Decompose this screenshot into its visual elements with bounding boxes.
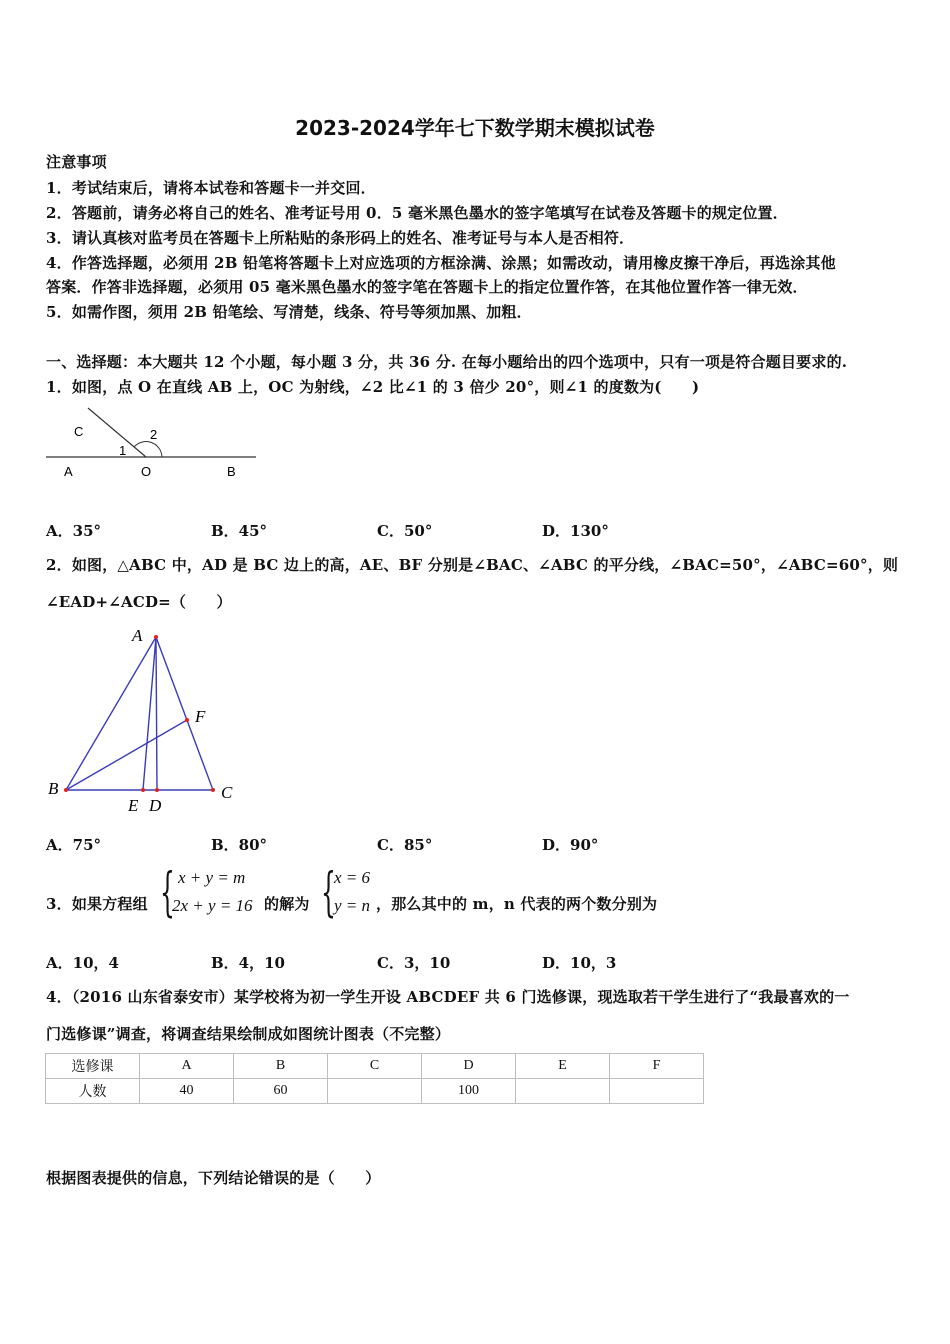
table-cell: F: [610, 1054, 704, 1079]
label-b: B: [227, 464, 236, 479]
label-angle-1: 1: [119, 443, 127, 458]
point-b: [64, 788, 68, 792]
point-e: [141, 788, 145, 792]
notice-item: 1．考试结束后，请将本试卷和答题卡一并交回．: [46, 179, 376, 197]
table-cell: D: [422, 1054, 516, 1079]
q2-option-a: A．75°: [46, 836, 102, 854]
table-cell: 100: [422, 1079, 516, 1104]
label-d: D: [149, 796, 162, 815]
solution-brace: {: [321, 863, 336, 923]
page-title: 2023-2024学年七下数学期末模拟试卷: [295, 116, 655, 140]
label-b: B: [48, 779, 59, 798]
q2-option-c: C．85°: [377, 836, 433, 854]
survey-table: [45, 1053, 704, 1104]
question-1-figure: [44, 400, 264, 490]
label-f: F: [195, 707, 206, 726]
label-c: C: [221, 783, 233, 802]
notice-item: 2．答题前，请务必将自己的姓名、准考证号用 0．5 毫米黑色墨水的签字笔填写在试卷及答题卡的规定位置．: [46, 204, 788, 222]
q2-option-b: B．80°: [211, 836, 268, 854]
section-heading: 一、选择题：本大题共 12 个小题，每小题 3 分，共 36 分. 在每小题给出的四个选项中，只有一项是符合题目要求的.: [46, 353, 848, 371]
table-cell: E: [516, 1054, 610, 1079]
question-4-stem-cont: 门选修课”调查，将调查结果绘制成如图统计图表（不完整）: [46, 1025, 451, 1043]
table-cell: 选修课: [46, 1054, 140, 1079]
q1-option-c: C．50°: [377, 522, 433, 540]
table-cell: A: [140, 1054, 234, 1079]
table-cell: 人数: [46, 1079, 140, 1104]
table-cell: [328, 1079, 422, 1104]
angle-2-arc: [134, 442, 162, 457]
altitude-ad: [156, 637, 157, 790]
label-angle-2: 2: [150, 427, 158, 442]
notice-item: 4．作答选择题，必须用 2B 铅笔将答题卡上对应选项的方框涂满、涂黑；如需改动，请用橡皮擦干净后，再选涂其他: [46, 254, 836, 272]
question-2-stem: 2．如图，△ABC 中，AD 是 BC 边上的高，AE、BF 分别是∠BAC、∠ABC 的平分线，∠BAC=50°，∠ABC=60°，则: [46, 556, 899, 574]
question-4-question: 根据图表提供的信息，下列结论错误的是（ ）: [46, 1169, 381, 1187]
table-cell: C: [328, 1054, 422, 1079]
system-1-eq-2: 2x + y = 16: [172, 896, 253, 915]
table-cell: [610, 1079, 704, 1104]
question-2-figure: [40, 622, 250, 822]
table-cell: [516, 1079, 610, 1104]
notice-item: 5．如需作图，须用 2B 铅笔绘、写清楚，线条、符号等须加黑、加粗．: [46, 303, 532, 321]
notice-item: 3．请认真核对监考员在答题卡上所粘贴的条形码上的姓名、准考证号与本人是否相符．: [46, 229, 635, 247]
question-3-middle: 的解为: [264, 895, 310, 913]
notice-heading: 注意事项: [46, 153, 107, 171]
question-4-stem: 4．（2016 山东省泰安市）某学校将为初一学生开设 ABCDEF 共 6 门选修课，现选取若干学生进行了“我最喜欢的一: [46, 988, 850, 1006]
label-e: E: [128, 796, 139, 815]
q2-option-d: D．90°: [542, 836, 599, 854]
point-c: [211, 788, 215, 792]
table-row: [46, 1054, 704, 1079]
bisector-bf: [66, 720, 187, 790]
system-2-eq-2: y = n: [334, 896, 371, 915]
q3-option-a: A．10，4: [46, 954, 119, 972]
triangle-abc: [66, 637, 213, 790]
system-1-eq-1: x + y = m: [178, 868, 246, 887]
point-a: [154, 635, 158, 639]
label-a: A: [132, 626, 143, 645]
question-1-stem: 1．如图，点 O 在直线 AB 上，OC 为射线，∠2 比∠1 的 3 倍少 20°，则∠1 的度数为( ): [46, 378, 700, 396]
question-3-prefix: 3．如果方程组: [46, 895, 148, 913]
q1-option-d: D．130°: [542, 522, 609, 540]
q1-option-b: B．45°: [211, 522, 268, 540]
question-2-stem-cont: ∠EAD+∠ACD=（ ）: [46, 593, 232, 611]
q3-option-c: C．3，10: [377, 954, 451, 972]
table-row: [46, 1079, 704, 1104]
point-f: [185, 718, 189, 722]
table-cell: B: [234, 1054, 328, 1079]
q1-option-a: A．35°: [46, 522, 102, 540]
label-c: C: [74, 424, 84, 439]
label-o: O: [141, 464, 152, 479]
ray-oc: [88, 408, 146, 457]
bisector-ae: [143, 637, 156, 790]
equation-brace: {: [160, 863, 175, 923]
system-2-eq-1: x = 6: [334, 868, 371, 887]
q3-option-b: B．4，10: [211, 954, 285, 972]
question-3-suffix: ，那么其中的 m，n 代表的两个数分别为: [376, 895, 658, 913]
table-cell: 40: [140, 1079, 234, 1104]
notice-item: 答案．作答非选择题，必须用 05 毫米黑色墨水的签字笔在答题卡上的指定位置作答，在其他位置作答一律无效．: [46, 278, 808, 296]
label-a: A: [64, 464, 73, 479]
q3-option-d: D．10，3: [542, 954, 617, 972]
table-cell: 60: [234, 1079, 328, 1104]
point-d: [155, 788, 159, 792]
